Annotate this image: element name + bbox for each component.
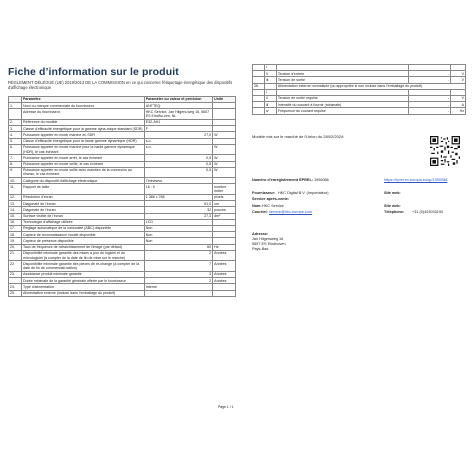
row-unit: W: [213, 161, 236, 167]
row-number: 8.: [9, 161, 22, 167]
row-value: LCD: [144, 219, 212, 225]
model-note: Modèle mis sur le marché de l'Union du 28/02/2024:: [252, 134, 345, 139]
row-number: 23.: [9, 271, 22, 277]
row-parameter: Taux de fréquence de rafraîchissement de l'image (par défaut): [22, 244, 145, 250]
row-subindex: iii: [264, 77, 276, 83]
row-value: E32-AH1: [144, 119, 212, 125]
phone-value: +31 (0)403033190: [412, 209, 444, 214]
row-number: 13.: [9, 201, 22, 207]
row-number: 5.: [9, 138, 22, 144]
header-value: Paramètre ou valeur et précision: [144, 97, 212, 103]
row-subindex: ii: [264, 95, 276, 101]
supplier-value: HKC Digital B.V. (Importateur): [278, 190, 329, 195]
row-parameter: Technologie d'affichage utilisée: [22, 219, 145, 225]
row-parameter: Disponibilité minimale garantie des mises à jour du logiciel et du micrologiciel (à compter de la date de fin de mise sur le marché): [22, 250, 145, 261]
eprel-link[interactable]: https://eprel.ec.europa.eu/qr/1950088: [384, 178, 448, 182]
row-parameter: Durée minimale de la garantie générale offerte par le fournisseur: [22, 278, 145, 284]
address-block: [252, 232, 286, 252]
row-number: 24.: [9, 284, 22, 290]
table-row: [9, 261, 236, 272]
row-subindex: iv: [264, 108, 276, 114]
row-value: 2: [144, 250, 212, 261]
row-number: 26.: [253, 83, 265, 89]
row-value: HKC Service, Jan Hilgers-weg 16, 5657 ES Eindho-ven, NL: [144, 109, 212, 120]
row-value: s.o.: [144, 144, 212, 155]
row-parameter: Diagonale de l'écran: [22, 201, 145, 207]
row-unit: cm: [213, 201, 236, 207]
row-unit: Années: [213, 261, 236, 272]
email-link[interactable]: service@hkc-europe.com: [269, 209, 313, 214]
row-value: 3: [144, 271, 212, 277]
table-row: [9, 250, 236, 261]
email-label: Courriel:: [252, 209, 268, 214]
row-number: 10.: [9, 178, 22, 184]
row-unit: W: [213, 155, 236, 161]
row-value: Non: [144, 226, 212, 232]
row-unit: W: [213, 132, 236, 138]
row-parameter: Intensité du courant à fournir (minimale): [276, 102, 408, 108]
table-row: [9, 144, 236, 155]
row-unit: Années: [213, 278, 236, 284]
row-parameter: Assistance produit minimale garantie: [22, 271, 145, 277]
address-label: Adresse:: [252, 232, 269, 236]
row-value: 1 366 x 768: [144, 195, 212, 201]
address-line-1: Jan Hilgersweg 16: [252, 237, 284, 241]
row-number: 21.: [9, 250, 22, 261]
row-number: 14.: [9, 207, 22, 213]
row-value: -: [408, 71, 451, 77]
row-value: Interne: [144, 284, 212, 290]
row-number: 4.: [9, 132, 22, 138]
row-unit: V: [451, 77, 466, 83]
eprel-label: Numéro d'enregistrement EPREL:: [252, 178, 314, 182]
row-unit: pouces: [213, 207, 236, 213]
row-parameter: Tension de sortie requise: [276, 95, 408, 101]
row-number: 6.: [9, 144, 22, 155]
row-value: 0,5: [144, 161, 212, 167]
table-row: [253, 108, 466, 114]
table-row: [9, 290, 236, 296]
row-parameter: Adresse du fournisseur.: [22, 109, 145, 120]
supplier-label: Fournisseur:: [252, 190, 276, 195]
row-value: 0,5: [144, 155, 212, 161]
row-number: 11.: [9, 184, 22, 195]
regulation-subtitle: RÈGLEMENT DÉLÉGUÉ (UE) 2019/2013 DE LA COMMISSION en ce qui concerne l'étiquetage énergétique des dispositifs d'affichage électronique: [8, 80, 233, 90]
row-parameter: Résolution d'écran: [22, 195, 145, 201]
header-unit: Unité: [213, 97, 236, 103]
page-title: Fiche d’information sur le produit: [8, 66, 179, 78]
row-parameter: Capteur de présence disponible: [22, 238, 145, 244]
row-value: ANTTEQ: [144, 103, 212, 109]
eprel-value: 1956086: [314, 178, 329, 182]
row-value: 27,3: [144, 213, 212, 219]
service-name-label: Nom:: [252, 203, 262, 208]
row-parameter: Tension de sortie: [276, 77, 408, 83]
address-line-3: Pays-Bas: [252, 247, 269, 251]
row-unit: Années: [213, 271, 236, 277]
row-value: -: [408, 102, 451, 108]
row-parameter: Alimentation externe (incluse dans l'emballage du produit): [22, 290, 145, 296]
row-parameter: Classe d'efficacité énergétique pour la haute gamme dynamique (HDR): [22, 138, 145, 144]
row-parameter: Capteur de reconnaissance vocale disponible: [22, 232, 145, 238]
row-number: 20.: [9, 244, 22, 250]
table-row: [9, 184, 236, 195]
row-parameter: Type d'alimentation: [22, 284, 145, 290]
row-parameter: Classe d'efficacité énergétique pour la gamme dyna-mique standard (SDR): [23, 126, 143, 131]
row-value: Non: [144, 232, 212, 238]
row-value: F: [144, 126, 212, 132]
row-number: 15.: [9, 213, 22, 219]
row-parameter: Puissance appelée en mode arrêt, le cas échéant: [22, 155, 145, 161]
row-unit: Hz: [213, 244, 236, 250]
row-number: 22.: [9, 261, 22, 272]
row-unit: dm²: [213, 213, 236, 219]
row-number: 25.: [9, 290, 22, 296]
row-unit: V: [451, 71, 466, 77]
row-parameter: Rapport de taille: [22, 184, 145, 195]
row-number: 17.: [9, 226, 22, 232]
row-unit: Hz: [451, 108, 466, 114]
row-value: -: [408, 108, 451, 114]
row-parameter: Réglage automatique de la luminosité (ABC) disponible: [22, 226, 145, 232]
service-name-value: HKC Service: [262, 203, 284, 208]
row-unit: nombre entier: [213, 184, 236, 195]
row-value: 0,5: [144, 167, 212, 178]
row-value: -: [408, 77, 451, 83]
row-number: 16.: [9, 219, 22, 225]
row-value: Non: [144, 238, 212, 244]
row-number: 9.: [9, 167, 22, 178]
row-parameter: Puissance appelée en mode marche pour la haute gamme dynamique (HDR), le cas échéant: [22, 144, 145, 155]
row-subindex: i: [264, 89, 276, 95]
page-footer: Page 1 / 1: [218, 405, 234, 409]
row-parameter: Puissance appelée en mode marche en SDR: [22, 132, 145, 138]
row-parameter: Alimentation externe normalisée (ou appropriée si non incluse dans l'emballage du produit): [276, 83, 465, 89]
row-value: s.o.: [144, 138, 212, 144]
row-parameter: Référence du modèle: [22, 119, 145, 125]
row-parameter: Catégorie du dispositif d'affichage électronique: [22, 178, 145, 184]
row-parameter: Nom ou marque commerciale du fournisseur.: [22, 103, 145, 109]
row-parameter: Disponibilité minimale garantie des pièces de re-change (à compter de la date de fin de commerciali-sation): [22, 261, 145, 272]
row-parameter: Puissance appelée en mode veille, le cas échéant: [22, 161, 145, 167]
row-number: [9, 109, 22, 120]
right-spec-table: [252, 64, 466, 115]
row-unit: Années: [213, 250, 236, 261]
header-param: Paramètre: [22, 97, 145, 103]
row-unit: pixels: [213, 195, 236, 201]
service-website-label: Site web:: [384, 203, 401, 208]
website-label: Site web:: [384, 190, 401, 195]
row-number: [253, 108, 265, 114]
row-parameter: Tension d'entrée: [276, 71, 408, 77]
service-header: Service après-vente:: [252, 197, 290, 202]
row-value: Téléviseur: [144, 178, 212, 184]
row-parameter: Surface visible de l'écran: [22, 213, 145, 219]
row-value: -: [408, 95, 451, 101]
row-number: 12.: [9, 195, 22, 201]
row-value: [144, 290, 212, 296]
row-unit: [213, 290, 236, 296]
table-row: [9, 109, 236, 120]
row-unit: W: [213, 167, 236, 178]
row-parameter: Diagonale de l'écran: [22, 207, 145, 213]
row-value: 60: [144, 244, 212, 250]
table-row: [9, 167, 236, 178]
row-value: 16 : 9: [144, 184, 212, 195]
row-number: 7.: [9, 155, 22, 161]
row-subindex: i: [264, 65, 276, 71]
row-parameter: Fréquence du courant requise: [276, 108, 408, 114]
row-value: 27,0: [144, 132, 212, 138]
address-line-2: 5657 ES Eindhoven: [252, 242, 286, 246]
row-unit: V: [451, 95, 466, 101]
row-value: 2: [144, 278, 212, 284]
row-number: 18.: [9, 232, 22, 238]
phone-label: Téléphone:: [384, 209, 405, 214]
registration-block: [252, 178, 466, 216]
row-subindex: iii: [264, 102, 276, 108]
row-unit: A: [451, 102, 466, 108]
row-parameter: Puissance appelée en mode veille avec maintien de la connexion au réseau, le cas échéant: [22, 167, 145, 178]
qr-code-icon: [430, 136, 460, 166]
row-number: 19.: [9, 238, 22, 244]
row-number: 1.: [9, 103, 22, 109]
row-value: 7: [144, 261, 212, 272]
row-subindex: ii: [264, 71, 276, 77]
row-number: 2.: [9, 119, 22, 125]
row-number: 3.: [9, 126, 22, 132]
row-unit: [213, 109, 236, 120]
row-unit: W: [213, 144, 236, 155]
row-value: 81,0: [144, 201, 212, 207]
row-value: 32: [144, 207, 212, 213]
spec-table: [8, 96, 236, 297]
